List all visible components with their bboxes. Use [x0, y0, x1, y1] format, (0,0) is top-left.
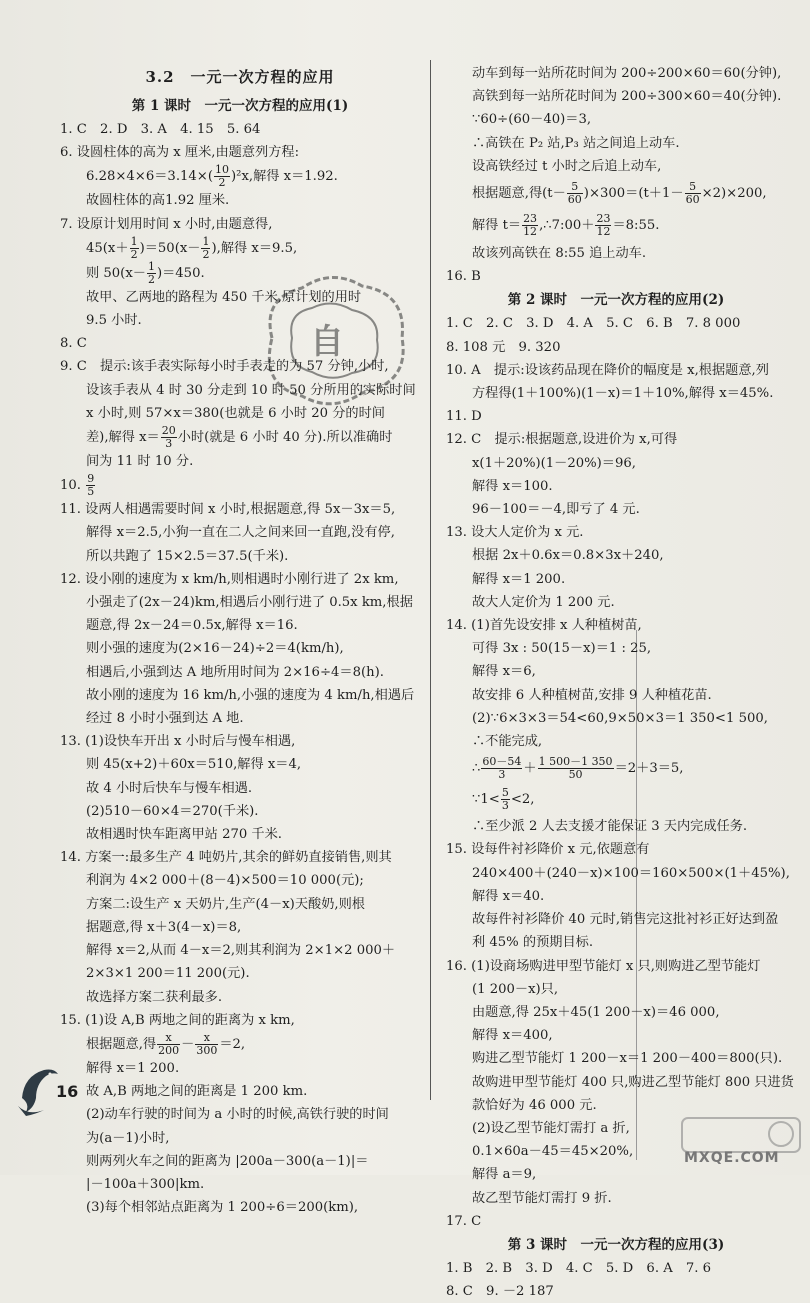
svg-text:自: 自 [310, 322, 344, 362]
answer-line: (1 200－x)只, [472, 981, 559, 997]
answer-line: 故购进甲型节能灯 400 只,购进乙型节能灯 800 只进货 [472, 1074, 794, 1090]
answer-line: 7. 设原计划用时间 x 小时,由题意得, [60, 216, 273, 232]
answer-line: 16. (1)设商场购进甲型节能灯 x 只,则购进乙型节能灯 [446, 958, 761, 974]
answer-line: 1. B 2. B 3. D 4. C 5. D 6. A 7. 6 [446, 1260, 712, 1276]
text: 6.28×4×6＝3.14× [86, 169, 208, 185]
answer-line: 为(a－1)小时, [86, 1130, 170, 1146]
answer-line: 解得 x＝40. [472, 888, 545, 904]
answer-line: 方案二:设生产 x 天奶片,生产(4－x)天酸奶,则根 [86, 896, 365, 912]
answer-line: 设该手表从 4 时 30 分走到 10 时 50 分所用的实际时间 [86, 382, 416, 398]
answer-line: ∵60÷(60－40)＝3, [472, 112, 592, 128]
fraction: $\frac{5}{3}$ [501, 786, 509, 813]
answer-line: 96－100＝－4,即亏了 4 元. [472, 502, 640, 518]
fraction: $\frac{x}{200}$ [158, 1030, 180, 1057]
answer-line: 相遇后,小强到达 A 地所用时间为 2×16÷4＝8(h). [86, 664, 384, 680]
fraction: $\frac{23}{12}$ [596, 212, 611, 239]
answer-line: 13. (1)设快车开出 x 小时后与慢车相遇, [60, 734, 296, 750]
fraction: $\frac{9}{5}$ [87, 472, 95, 499]
answer-line: 解得 x＝2.5,小狗一直在二人之间来回一直跑,没有停, [86, 525, 395, 541]
lesson-2-title: 第 2 课时 一元一次方程的应用(2) [507, 292, 725, 309]
answer-line: 差),解得 x＝ $\frac{20}{3}$ 小时(就是 6 小时 40 分).所以准确时 [86, 424, 393, 451]
answer-line: 根据题意,得(t－ $\frac{5}{60}$ )×300＝(t＋1－ $\frac{5}{60}$ ×2)×200, [472, 180, 767, 207]
answer-line: 解得 x＝1 200. [86, 1060, 180, 1076]
answer-line: 解得 x＝400, [472, 1028, 553, 1044]
answer-line: 经过 8 小时小强到达 A 地. [86, 711, 244, 727]
answer-line: x(1＋20%)(1－20%)＝96, [472, 455, 636, 471]
answer-line: 根据题意,得 $\frac{x}{200}$ － $\frac{x}{300}$ ＝2, [86, 1030, 246, 1057]
fraction: $\frac{1 500-1 350}{50}$ [538, 755, 613, 782]
answer-line: 动车到每一站所花时间为 200÷200×60＝60(分钟), [472, 66, 782, 81]
lesson-3-title: 第 3 课时 一元一次方程的应用(3) [507, 1236, 725, 1253]
answer-line: ∴高铁在 P₂ 站,P₃ 站之间追上动车. [472, 135, 680, 151]
answer-line: 设高铁经过 t 小时之后追上动车, [472, 158, 662, 174]
answer-line: 0.1×60a－45＝45×20%, [472, 1144, 634, 1160]
answer-line: 13. 设大人定价为 x 元. [446, 525, 584, 541]
answer-line: 15. (1)设 A,B 两地之间的距离为 x km, [60, 1012, 295, 1028]
answer-line: 故小刚的速度为 16 km/h,小强的速度为 4 km/h,相遇后 [86, 687, 415, 703]
answer-line: 9.5 小时. [86, 313, 142, 329]
answer-line: 12. 设小刚的速度为 x km/h,则相遇时小刚行进了 2x km, [60, 571, 399, 587]
answer-line: 解得 x＝6, [472, 664, 536, 680]
answer-line: 故甲、乙两地的路程为 450 千米,原计划的用时 [86, 289, 362, 305]
answer-line: 方程得(1＋100%)(1－x)＝1＋10%,解得 x＝45%. [472, 386, 774, 402]
answer-line: 利 45% 的预期目标. [472, 935, 594, 951]
answer-line: 8. C [60, 336, 87, 352]
answer-line: 款恰好为 46 000 元. [472, 1097, 597, 1113]
fraction: $\frac{1}{2}$ [130, 234, 138, 261]
answer-line: (2)设乙型节能灯需打 a 折, [472, 1120, 630, 1136]
answer-line: 6.28×4×6＝3.14×( $\frac{10}{2}$ )²x,解得 x＝1.92. [86, 163, 338, 190]
answer-line: 1. C 2. C 3. D 4. A 5. C 6. B 7. 8 000 [446, 316, 741, 332]
fraction: $\frac{1}{2}$ [202, 234, 210, 261]
answer-line: 根据 2x＋0.6x＝0.8×3x＋240, [472, 548, 664, 564]
left-column [60, 62, 420, 1219]
fraction: $\frac{1}{2}$ [147, 259, 155, 286]
answer-line: 题意,得 2x－24＝0.5x,解得 x＝16. [86, 618, 298, 634]
section-title: 3.2 一元一次方程的应用 [145, 68, 335, 86]
answer-line: 则小强的速度为(2×16－24)÷2＝4(km/h), [86, 641, 344, 657]
answer-line: 据题意,得 x＋3(4－x)＝8, [86, 919, 242, 935]
answer-line: (3)每个相邻站点距离为 1 200÷6＝200(km), [86, 1200, 359, 1216]
lesson-1-title: 第 1 课时 一元一次方程的应用(1) [131, 98, 349, 114]
answer-line: 12. C 提示:根据题意,设进价为 x,可得 [446, 432, 678, 448]
answer-line: 6. 设圆柱体的高为 x 厘米,由题意列方程: [60, 145, 300, 161]
answer-line: 故相遇时快车距离甲站 270 千米. [86, 827, 282, 843]
answer-line: |－100a＋300|km. [86, 1176, 205, 1192]
answer-line: 14. 方案一:最多生产 4 吨奶片,其余的鲜奶直接销售,则其 [60, 850, 392, 866]
answer-line: 8. C 9. －2 187 [446, 1284, 554, 1300]
answer-line: 17. C [446, 1213, 482, 1229]
answer-line: 高铁到每一站所花时间为 200÷300×60＝40(分钟). [472, 89, 782, 105]
answer-line: ∵1< $\frac{5}{3}$ <2, [472, 786, 535, 813]
answer-line: 故 A,B 两地之间的距离是 1 200 km. [86, 1084, 308, 1100]
fraction: $\frac{20}{3}$ [161, 424, 176, 451]
answer-line: 则两列火车之间的距离为 |200a－300(a－1)|＝ [86, 1153, 369, 1169]
answer-line: 解得 t＝ $\frac{23}{12}$ ,∴7:00＋ $\frac{23}{12}$ ＝8:55. [472, 212, 660, 239]
fraction: $\frac{60-54}{3}$ [482, 755, 522, 782]
answer-line: 11. D [446, 409, 482, 425]
answer-line: 240×400＋(240－x)×100＝160×500×(1＋45%), [472, 865, 790, 881]
answer-line: 9. C 提示:该手表实际每小时手表走的为 57 分钟,小时, [60, 359, 389, 375]
column-divider [430, 60, 431, 1100]
answer-line: 45(x＋ $\frac{1}{2}$ )＝50(x－ $\frac{1}{2}$ ),解得 x＝9.5, [86, 234, 298, 261]
answer-line: 由题意,得 25x＋45(1 200－x)＝46 000, [472, 1004, 720, 1020]
answer-line: 解得 x＝1 200. [472, 571, 566, 587]
answer-line: 11. 设两人相遇需要时间 x 小时,根据题意,得 5x－3x＝5, [60, 502, 396, 518]
fraction: $\frac{10}{2}$ [215, 163, 229, 190]
answer-line: 解得 x＝100. [472, 478, 553, 494]
answer-line: 10. A 提示:设该药品现在降价的幅度是 x,根据题意,列 [446, 362, 769, 378]
fraction: $\frac{x}{300}$ [196, 1030, 218, 1057]
answer-line: 1. C 2. D 3. A 4. 15 5. 64 [60, 122, 261, 137]
answer-line: 解得 a＝9, [472, 1167, 537, 1183]
fraction: $\frac{23}{12}$ [523, 212, 538, 239]
answer-line: (2)510－60×4＝270(千米). [86, 803, 259, 819]
answer-line: 故乙型节能灯需打 9 折. [472, 1190, 612, 1206]
answer-line: 故该列高铁在 8:55 追上动车. [472, 246, 647, 262]
answer-line: ∴不能完成, [472, 734, 543, 750]
answer-line: 故圆柱体的高1.92 厘米. [86, 193, 230, 209]
answer-line: 8. 108 元 9. 320 [446, 339, 561, 355]
answer-line: (2)∵6×3×3＝54<60,9×50×3＝1 350<1 500, [472, 710, 768, 726]
answer-line: 可得 3x : 50(15－x)＝1 : 25, [472, 641, 652, 657]
answer-line: 购进乙型节能灯 1 200－x＝1 200－400＝800(只). [472, 1051, 783, 1067]
answer-line: 利润为 4×2 000＋(8－4)×500＝10 000(元); [86, 873, 364, 889]
answer-line: 14. (1)首先设安排 x 人种植树苗, [446, 618, 642, 634]
seal-stamp-icon [232, 258, 432, 418]
answer-line: 15. 设每件衬衫降价 x 元,依题意有 [446, 842, 650, 858]
fraction: $\frac{5}{60}$ [685, 180, 700, 207]
watermark-text: MXQE.COM [684, 1150, 780, 1166]
fraction: $\frac{5}{60}$ [567, 180, 582, 207]
answer-line: 小强走了(2x－24)km,相遇后小刚行进了 0.5x km,根据 [86, 595, 413, 611]
text: x,解得 x＝1.92. [241, 169, 338, 185]
answer-line: 间为 11 时 10 分. [86, 454, 194, 470]
answer-line: (2)动车行驶的时间为 a 小时的时候,高铁行驶的时间 [86, 1107, 389, 1123]
answer-line: 2×3×1 200＝11 200(元). [86, 966, 250, 982]
answer-line: 解得 x＝2,从而 4－x＝2,则其利润为 2×1×2 000＋ [86, 943, 396, 959]
answer-line: ∴至少派 2 人去支援才能保证 3 天内完成任务. [472, 819, 748, 835]
answer-line: 故 4 小时后快车与慢车相遇. [86, 780, 253, 796]
answer-line: 10. $\frac{9}{5}$ [60, 472, 95, 499]
answer-line: 所以共跑了 15×2.5＝37.5(千米). [86, 548, 289, 564]
page-number: 16 [56, 1082, 79, 1101]
answer-line: x 小时,则 57×x＝380(也就是 6 小时 20 分的时间 [86, 405, 385, 421]
answer-line: 则 45(x+2)＋60x＝510,解得 x＝4, [86, 757, 302, 773]
answer-line: ∴ $\frac{60-54}{3}$ ＋ $\frac{1 500-1 350}{50}$ ＝2＋3＝5, [472, 755, 684, 782]
answer-line: 则 50(x－ $\frac{1}{2}$ )＝450. [86, 259, 205, 286]
answer-line: 16. B [446, 269, 481, 285]
answer-line: 故大人定价为 1 200 元. [472, 594, 615, 610]
answer-line: 故安排 6 人种植树苗,安排 9 人种植花苗. [472, 687, 712, 703]
answer-line: 故每件衬衫降价 40 元时,销售完这批衬衫正好达到盈 [472, 912, 779, 928]
answer-line: 故选择方案二获利最多. [86, 989, 223, 1005]
